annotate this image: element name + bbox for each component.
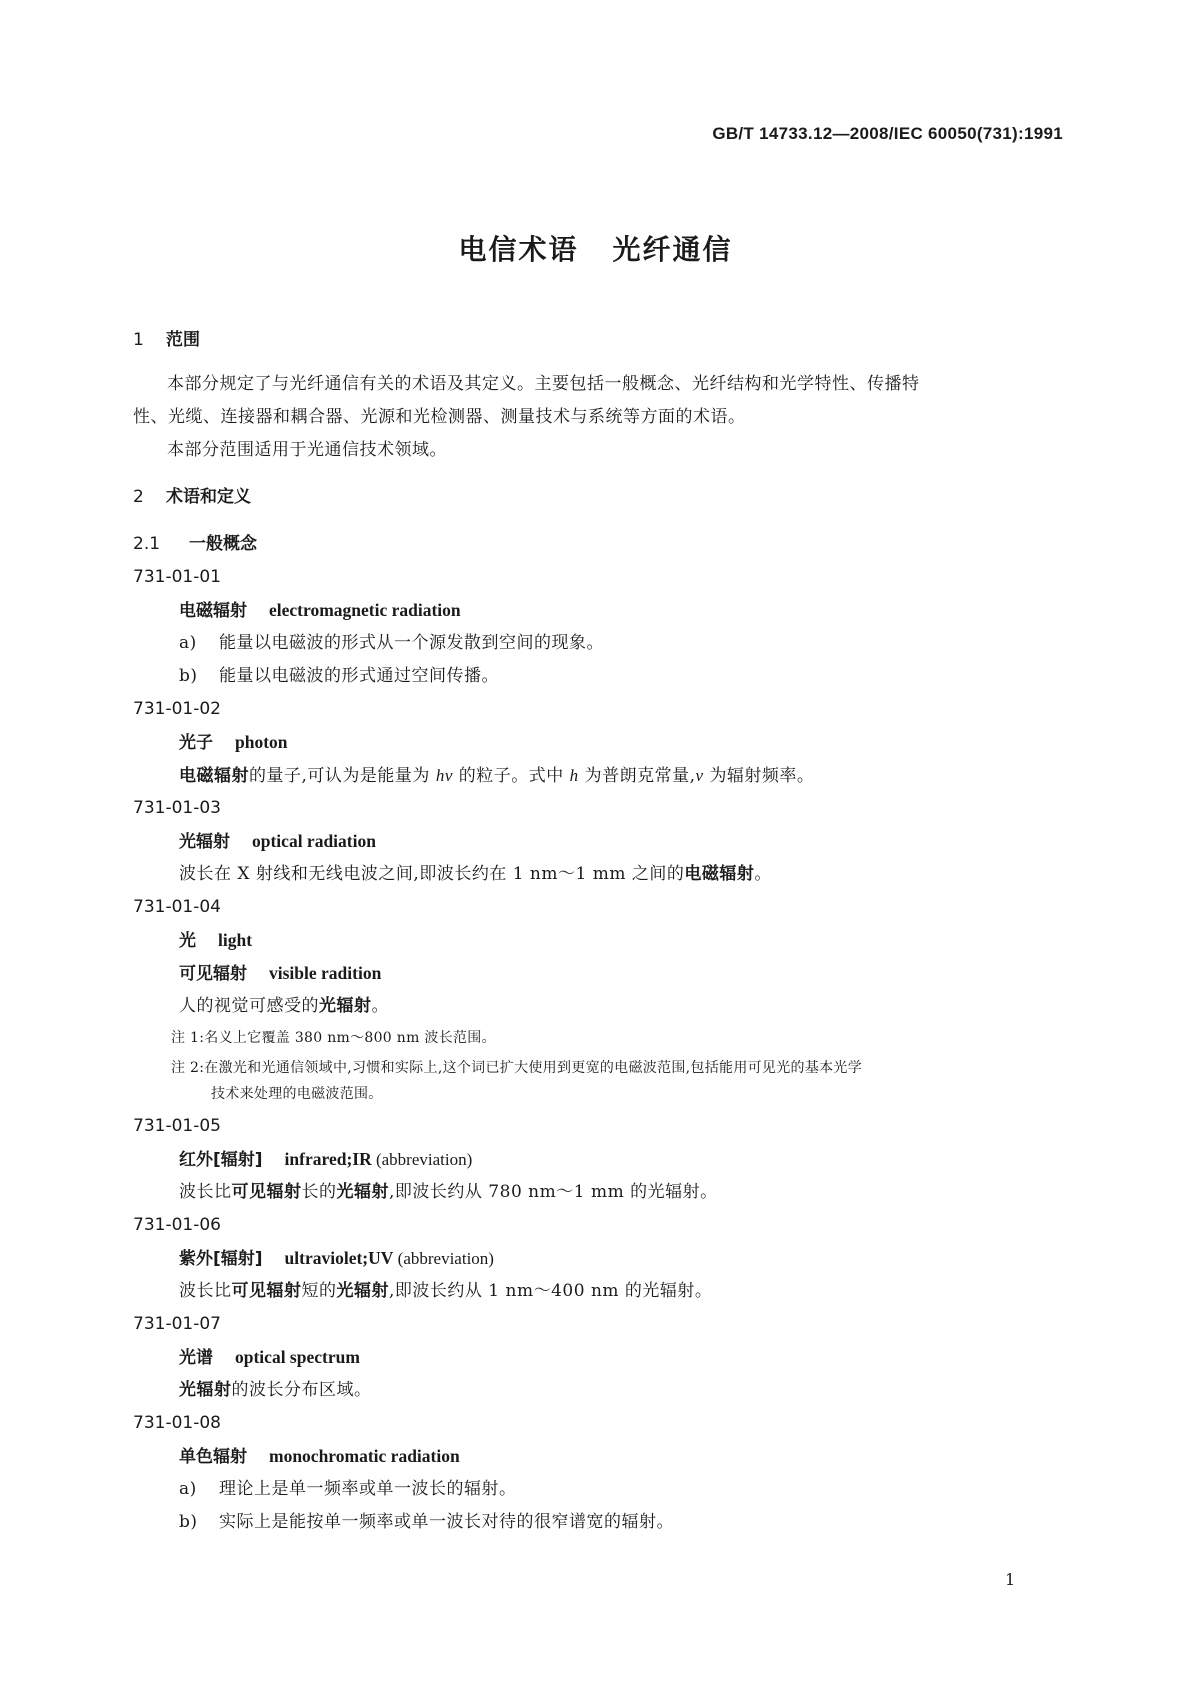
term-reference: 电磁辐射: [179, 766, 249, 786]
term-heading: [133, 1341, 1063, 1374]
document-body: [133, 324, 1063, 1539]
term-en: monochromatic radiation: [269, 1446, 460, 1466]
document-title: [0, 228, 1191, 268]
term-heading: [133, 726, 1063, 759]
term-id: 731-01-07: [133, 1314, 221, 1334]
term-en: infrared;IR: [284, 1149, 372, 1169]
term-definition: 人的视觉可感受的光辐射。: [179, 996, 389, 1016]
term-zh: 光子: [179, 733, 213, 753]
term-id: 731-01-04: [133, 897, 221, 917]
standard-code: GB/T 14733.12—2008/IEC 60050(731):1991: [712, 124, 1063, 143]
title-part2: 光纤通信: [612, 233, 733, 266]
term-zh: 紫外[辐射]: [179, 1249, 263, 1269]
term-abbreviation: (abbreviation): [393, 1249, 494, 1268]
term-zh: 电磁辐射: [179, 601, 247, 621]
definition-item: a) 能量以电磁波的形式从一个源发散到空间的现象。: [179, 633, 604, 653]
term-en: electromagnetic radiation: [269, 600, 461, 620]
section-heading-terms: 2 术语和定义: [133, 487, 251, 507]
term-synonym-heading: [133, 957, 1063, 990]
term-en: visible radition: [269, 963, 382, 983]
term-reference: 可见辐射: [231, 1182, 302, 1202]
term-abbreviation: (abbreviation): [371, 1150, 473, 1169]
term-id: 731-01-02: [133, 699, 221, 719]
scope-paragraph: 本部分规定了与光纤通信有关的术语及其定义。主要包括一般概念、光纤结构和光学特性、传播特 性、光缆、连接器和耦合器、光源和光检测器、测量技术与系统等方面的术语。: [133, 374, 920, 427]
note: 注 1:名义上它覆盖 380 nm～800 nm 波长范围。: [171, 1030, 496, 1046]
subsection-heading-general: 2.1 一般概念: [133, 534, 257, 554]
math-symbol: h: [569, 766, 579, 785]
term-reference: 可见辐射: [231, 1281, 302, 1301]
term-zh: 单色辐射: [179, 1447, 247, 1467]
definition-item: b) 实际上是能按单一频率或单一波长对待的很窄谱宽的辐射。: [179, 1512, 674, 1532]
term-definition: 波长比可见辐射短的光辐射,即波长约从 1 nm～400 nm 的光辐射。: [179, 1281, 713, 1301]
term-id: 731-01-03: [133, 798, 221, 818]
term-heading: [133, 825, 1063, 858]
term-zh: 可见辐射: [179, 964, 247, 984]
title-part1: 电信术语: [458, 233, 579, 266]
math-symbol: hν: [435, 766, 453, 785]
term-reference: 光辐射: [319, 996, 372, 1016]
term-zh: 红外[辐射]: [179, 1150, 263, 1170]
term-en: optical radiation: [252, 831, 376, 851]
term-definition: 光辐射的波长分布区域。: [179, 1380, 372, 1400]
definition-item: b) 能量以电磁波的形式通过空间传播。: [179, 666, 499, 686]
term-zh: 光: [179, 931, 196, 951]
term-reference: 光辐射: [336, 1281, 389, 1301]
term-heading: [133, 1143, 1063, 1176]
term-id: 731-01-06: [133, 1215, 221, 1235]
term-id: 731-01-05: [133, 1116, 221, 1136]
term-zh: 光辐射: [179, 832, 230, 852]
term-definition: 波长比可见辐射长的光辐射,即波长约从 780 nm～1 mm 的光辐射。: [179, 1182, 718, 1202]
term-zh: 光谱: [179, 1348, 213, 1368]
term-en: optical spectrum: [235, 1347, 360, 1367]
term-heading: [133, 924, 1063, 957]
term-en: photon: [235, 732, 288, 752]
term-id: 731-01-01: [133, 567, 221, 587]
term-reference: 光辐射: [336, 1182, 389, 1202]
term-en: light: [218, 930, 253, 950]
page-number: 1: [1005, 1570, 1016, 1589]
term-reference: 电磁辐射: [684, 864, 755, 884]
term-definition: 波长在 X 射线和无线电波之间,即波长约在 1 nm～1 mm 之间的电磁辐射。: [179, 864, 772, 884]
term-id: 731-01-08: [133, 1413, 221, 1433]
section-heading-scope: 1 范围: [133, 330, 200, 350]
scope-paragraph-2: 本部分范围适用于光通信技术领域。: [167, 440, 447, 460]
term-definition: 电磁辐射的量子,可认为是能量为 hν 的粒子。式中 h 为普朗克常量,ν 为辐射频率。: [179, 766, 815, 786]
term-heading: [133, 594, 1063, 627]
term-en: ultraviolet;UV: [284, 1248, 394, 1268]
term-heading: [133, 1440, 1063, 1473]
term-heading: [133, 1242, 1063, 1275]
term-reference: 光辐射: [179, 1380, 232, 1400]
note: 注 2:在激光和光通信领域中,习惯和实际上,这个词已扩大使用到更宽的电磁波范围,包括能用可见光的基本光学 技术来处理的电磁波范围。: [171, 1060, 863, 1102]
math-symbol: ν: [695, 766, 704, 785]
definition-item: a) 理论上是单一频率或单一波长的辐射。: [179, 1479, 517, 1499]
